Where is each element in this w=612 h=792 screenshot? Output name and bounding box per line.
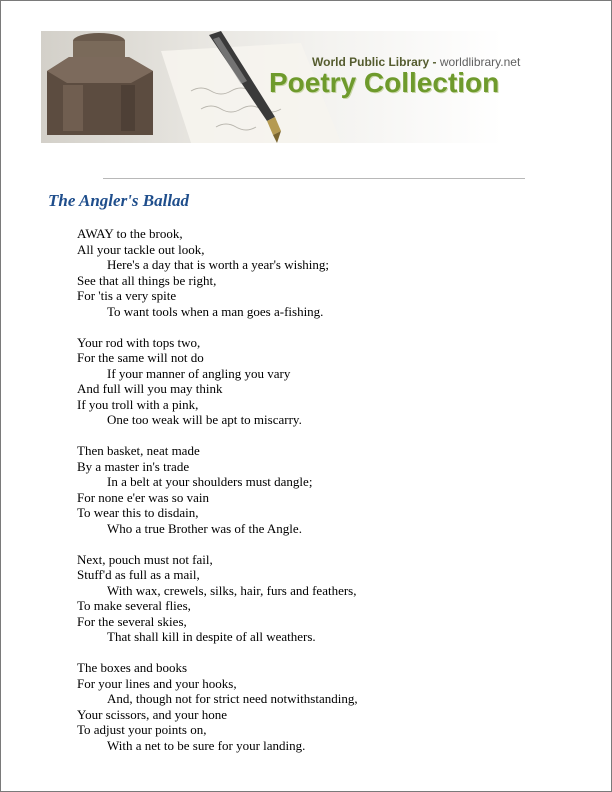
poem-body — [77, 226, 557, 769]
poem-line: For none e'er was so vain — [77, 489, 209, 505]
poem-line: Then basket, neat made — [77, 443, 200, 458]
stanza — [77, 335, 557, 428]
poem-line: With a net to be sure for your landing. — [107, 737, 306, 753]
poem-line: All your tackle out look, — [77, 241, 205, 257]
stanza — [77, 552, 557, 645]
poem-line: For the same will not do — [77, 350, 204, 365]
poem-line: To wear this to disdain, — [77, 505, 199, 520]
poem-line: Your scissors, and your hone — [77, 706, 227, 722]
poem-line: AWAY to the brook, — [77, 226, 183, 241]
stanza — [77, 226, 557, 319]
banner-title: Poetry Collection — [269, 67, 500, 98]
poem-line: Stuff'd as full as a mail, — [77, 567, 200, 582]
poem-line: See that all things be right, — [77, 272, 217, 288]
poem-line: By a master in's trade — [77, 458, 190, 474]
divider — [103, 178, 525, 179]
banner-separator: - — [429, 55, 440, 69]
poem-line: To make several flies, — [77, 598, 191, 613]
library-name: World Public Library — [312, 55, 430, 69]
poem-line: Your rod with tops two, — [77, 334, 201, 350]
poem-line: For your lines and your hooks, — [77, 675, 237, 691]
poem-line: And full will you may think — [77, 381, 223, 396]
poem-line: To adjust your points on, — [77, 722, 207, 737]
poem-line: Next, pouch must not fail, — [77, 551, 213, 567]
poem-line: If your manner of angling you vary — [107, 365, 291, 381]
poem-line: That shall kill in despite of all weathers. — [107, 629, 316, 644]
poem-line: Who a true Brother was of the Angle. — [107, 520, 302, 536]
poem-line: One too weak will be apt to miscarry. — [107, 412, 302, 427]
poem-title: The Angler's Ballad — [48, 191, 190, 210]
poem-line: With wax, crewels, silks, hair, furs and feathers, — [107, 582, 357, 598]
inkwell-image — [47, 33, 153, 135]
poem-line: The boxes and books — [77, 660, 188, 675]
stanza — [77, 660, 557, 753]
stanza — [77, 443, 557, 536]
poem-line: For 'tis a very spite — [77, 288, 177, 303]
poem-line: And, though not for strict need notwithstanding, — [107, 691, 358, 706]
poem-line: Here's a day that is worth a year's wishing; — [107, 257, 330, 272]
poem-line: For the several skies, — [77, 613, 187, 629]
library-banner — [41, 31, 521, 143]
poem-line: In a belt at your shoulders must dangle; — [107, 474, 313, 489]
poem-line: To want tools when a man goes a-fishing. — [107, 303, 324, 319]
poem-line: If you troll with a pink, — [77, 396, 199, 412]
library-site: worldlibrary.net — [439, 55, 521, 69]
